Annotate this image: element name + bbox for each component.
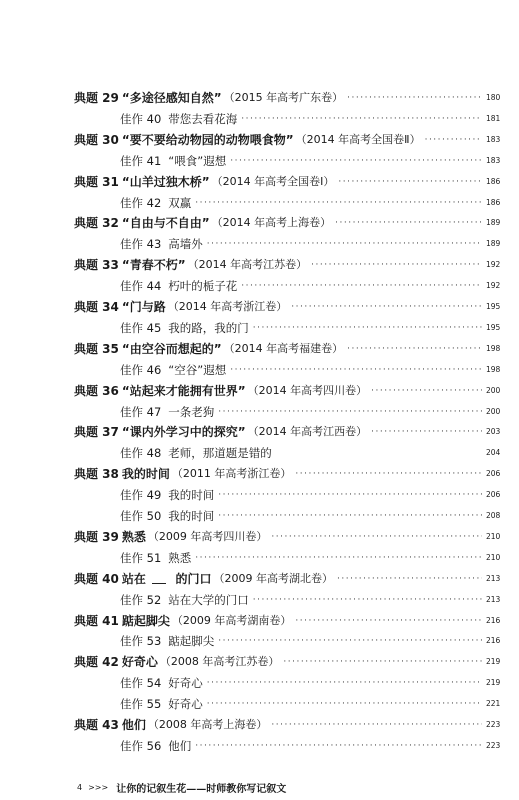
toc-entry-page: 198	[486, 364, 501, 374]
toc-essay-row[interactable]	[0, 153, 519, 169]
toc-leader-dots	[335, 215, 482, 231]
toc-leader-dots	[291, 299, 482, 315]
toc-entry-label: 佳作 56	[120, 738, 162, 753]
toc-essay-row[interactable]	[0, 278, 519, 294]
toc-entry-page: 198	[486, 343, 501, 353]
toc-topic-row[interactable]	[0, 90, 519, 106]
toc-leader-dots	[425, 132, 482, 148]
toc-entry-title: 熟悉	[168, 550, 192, 565]
toc-entry-title: 带您去看花海	[168, 111, 238, 126]
toc-entry-label: 典题 31	[74, 174, 119, 189]
toc-entry-title-suffix: 的门口	[175, 571, 212, 586]
toc-leader-dots	[195, 550, 482, 566]
toc-entry-label: 典题 43	[74, 718, 119, 732]
toc-entry-title: 朽叶的栀子花	[168, 279, 238, 294]
toc-leader-dots	[218, 633, 482, 649]
toc-essay-row[interactable]	[0, 404, 519, 420]
toc-leader-dots	[241, 111, 482, 127]
toc-topic-row[interactable]	[0, 529, 519, 545]
toc-entry-title: 老师，那道题是错的	[168, 446, 272, 461]
toc-entry-source: （2014 年高考江苏卷）	[187, 258, 308, 272]
toc-leader-dots	[253, 320, 482, 336]
toc-entry-label: 典题 37	[74, 425, 119, 440]
toc-entry-label: 佳作 42	[120, 195, 162, 210]
toc-leader-dots	[311, 257, 482, 273]
toc-entry-label: 典题 42	[74, 655, 119, 670]
toc-entry-label: 佳作 54	[120, 676, 162, 691]
toc-entry-page: 213	[486, 573, 501, 583]
toc-entry-page: 186	[486, 197, 501, 207]
toc-entry-page: 195	[486, 302, 501, 311]
toc-entry-page: 204	[486, 448, 501, 458]
toc-entry-title: 高墙外	[168, 237, 203, 252]
toc-entry-source: （2014 年高考全国卷Ⅱ）	[295, 132, 421, 146]
toc-leader-dots	[207, 236, 482, 252]
toc-entry-label: 典题 34	[74, 300, 119, 314]
toc-entry-title: 一条老狗	[168, 404, 215, 419]
toc-entry-label: 佳作 47	[120, 404, 162, 419]
toc-entry-label: 典题 30	[74, 132, 119, 147]
toc-topic-row[interactable]	[0, 571, 519, 587]
toc-entry-source: （2011 年高考浙江卷）	[171, 467, 292, 481]
toc-entry-source: （2014 年高考全国卷Ⅰ）	[211, 174, 335, 188]
toc-entry-page: 203	[486, 427, 501, 437]
toc-entry-source: （2014 年高考福建卷）	[223, 341, 344, 355]
toc-essay-row[interactable]	[0, 550, 519, 566]
toc-entry-label: 佳作 53	[120, 634, 162, 649]
toc-entry-page: 208	[486, 511, 501, 520]
toc-leader-dots	[338, 174, 482, 190]
toc-entry-label: 典题 41	[74, 613, 119, 628]
toc-entry-label: 典题 39	[74, 529, 119, 544]
toc-entry-label: 典题 35	[74, 341, 119, 356]
toc-leader-dots	[207, 696, 482, 712]
toc-entry-label: 佳作 52	[120, 592, 162, 607]
toc-topic-row[interactable]	[0, 215, 519, 231]
toc-entry-source: （2014 年高考四川卷）	[247, 383, 368, 397]
toc-entry-source: （2014 年高考浙江卷）	[167, 300, 288, 313]
toc-entry-label: 佳作 48	[120, 446, 162, 461]
toc-essay-row[interactable]	[0, 675, 519, 691]
toc-entry-label: 佳作 40	[120, 111, 162, 126]
toc-leader-dots	[295, 613, 482, 629]
toc-entry-page: 183	[486, 134, 501, 144]
toc-essay-row[interactable]	[0, 633, 519, 649]
toc-entry-title: “要不要给动物园的动物喂食物”	[121, 132, 294, 147]
toc-essay-row[interactable]	[0, 111, 519, 127]
toc-essay-row[interactable]	[0, 738, 519, 754]
toc-entry-title: 他们	[121, 718, 146, 732]
toc-essay-row[interactable]	[0, 508, 519, 524]
toc-essay-row[interactable]	[0, 236, 519, 252]
toc-entry-page: 181	[486, 113, 501, 123]
toc-entry-title: 我的时间	[168, 509, 215, 523]
toc-leader-dots	[230, 362, 482, 378]
toc-entry-title: 他们	[168, 738, 192, 753]
toc-entry-page: 206	[486, 469, 501, 479]
toc-leader-dots	[371, 383, 482, 399]
toc-entry-title: “青春不朽”	[121, 258, 186, 273]
toc-entry-page: 189	[486, 239, 501, 249]
toc-essay-row[interactable]	[0, 592, 519, 608]
toc-entry-label: 佳作 50	[120, 509, 162, 523]
toc-entry-title: 踮起脚尖	[168, 634, 215, 649]
toc-entry-title: “山羊过独木桥”	[121, 174, 210, 189]
toc-entry-source: （2008 年高考江苏卷）	[159, 655, 280, 669]
toc-leader-dots	[195, 195, 482, 211]
toc-leader-dots	[271, 717, 482, 733]
toc-entry-title: 熟悉	[121, 529, 146, 544]
toc-entry-page: 189	[486, 218, 501, 228]
toc-leader-dots	[347, 341, 482, 357]
toc-entry-page: 195	[486, 322, 501, 332]
toc-entry-page: 200	[486, 406, 501, 416]
toc-leader-dots	[337, 571, 482, 587]
toc-entry-title: “门与路	[121, 300, 166, 314]
footer-book-title: 让你的记叙生花——时师教你写记叙文	[116, 783, 287, 795]
toc-topic-row[interactable]	[0, 132, 519, 148]
toc-topic-row[interactable]	[0, 299, 519, 315]
toc-entry-page: 210	[486, 552, 501, 562]
toc-topic-row[interactable]	[0, 466, 519, 482]
toc-topic-row[interactable]	[0, 383, 519, 399]
toc-topic-row[interactable]	[0, 654, 519, 670]
toc-entry-label: 典题 32	[74, 216, 119, 231]
toc-entry-title: “喂食”遐想	[168, 153, 227, 168]
toc-leader-dots	[371, 424, 482, 440]
toc-entry-page: 219	[486, 657, 501, 667]
toc-entry-title: “空谷”遐想	[168, 362, 227, 377]
toc-leader-dots	[283, 654, 482, 670]
toc-entry-source: （2015 年高考广东卷）	[223, 91, 344, 104]
toc-entry-label: 佳作 43	[120, 237, 162, 252]
toc-leader-dots	[218, 508, 482, 524]
toc-entry-page: 216	[486, 636, 501, 646]
toc-entry-title: “站起来才能拥有世界”	[121, 383, 246, 398]
toc-entry-label: 佳作 41	[120, 153, 162, 168]
toc-entry-source: （2014 年高考江西卷）	[247, 425, 368, 439]
toc-essay-row[interactable]	[0, 445, 519, 461]
toc-entry-page: 216	[486, 615, 501, 625]
toc-entry-title: 站在	[121, 571, 146, 586]
toc-entry-label: 佳作 45	[120, 320, 162, 335]
toc-entry-title: 好奇心	[168, 676, 203, 691]
toc-entry-label: 佳作 55	[120, 697, 162, 712]
toc-entry-title: 好奇心	[121, 655, 158, 670]
toc-entry-page: 221	[486, 699, 501, 709]
toc-entry-title: 踮起脚尖	[121, 613, 170, 628]
toc-leader-dots	[253, 592, 482, 608]
toc-leader-dots	[241, 278, 482, 294]
toc-entry-page: 200	[486, 385, 501, 395]
toc-entry-source: （2009 年高考湖北卷）	[213, 571, 333, 585]
toc-essay-row[interactable]	[0, 195, 519, 211]
toc-entry-label: 佳作 46	[120, 362, 162, 377]
toc-entry-page: 183	[486, 155, 501, 165]
toc-entry-page: 192	[486, 260, 501, 270]
toc-entry-page: 186	[486, 176, 501, 186]
toc-entry-title: 我的时间	[121, 467, 170, 482]
toc-entry-source: （2008 年高考上海卷）	[147, 718, 268, 731]
toc-entry-title: 我的时间	[168, 488, 215, 503]
toc-topic-row[interactable]	[0, 424, 519, 440]
toc-entry-label: 佳作 51	[120, 550, 162, 565]
toc-entry-label: 典题 33	[74, 258, 119, 273]
toc-entry-title: 好奇心	[168, 697, 203, 712]
toc-entry-page: 219	[486, 678, 501, 688]
toc-leader-dots	[207, 675, 482, 691]
toc-entry-label: 佳作 44	[120, 279, 162, 294]
toc-leader-dots	[271, 529, 482, 545]
toc-leader-dots	[230, 153, 482, 169]
toc-entry-title: 我的路，我的门	[168, 320, 249, 335]
footer-page-number: 4	[77, 782, 83, 792]
toc-entry-label: 典题 40	[74, 571, 119, 586]
toc-topic-row[interactable]	[0, 341, 519, 357]
toc-entry-title: “多途径感知自然”	[121, 91, 222, 105]
toc-entry-label: 典题 29	[74, 91, 119, 105]
toc-entry-label: 典题 38	[74, 467, 119, 482]
toc-topic-row[interactable]	[0, 174, 519, 190]
fill-in-blank-line	[152, 574, 167, 584]
toc-topic-row[interactable]	[0, 257, 519, 273]
toc-entry-page: 210	[486, 531, 501, 541]
toc-entry-title: 站在大学的门口	[168, 592, 249, 607]
footer-arrows: >>>	[88, 782, 109, 792]
toc-essay-row[interactable]	[0, 696, 519, 712]
toc-leader-dots	[218, 404, 482, 420]
toc-entry-label: 佳作 49	[120, 488, 162, 503]
toc-entry-source: （2014 年高考上海卷）	[211, 216, 332, 230]
toc-essay-row[interactable]	[0, 362, 519, 378]
toc-entry-page: 223	[486, 720, 501, 729]
toc-entry-page: 192	[486, 281, 501, 291]
toc-entry-title: “由空谷而想起的”	[121, 341, 222, 356]
toc-topic-row[interactable]	[0, 717, 519, 733]
toc-entry-page: 223	[486, 740, 501, 750]
toc-entry-page: 180	[486, 93, 501, 102]
toc-entry-source: （2009 年高考湖南卷）	[171, 613, 292, 627]
toc-topic-row[interactable]	[0, 613, 519, 629]
page-footer	[77, 780, 286, 794]
toc-leader-dots	[295, 466, 482, 482]
toc-essay-row[interactable]	[0, 320, 519, 336]
toc-entry-title: “课内外学习中的探究”	[121, 425, 246, 440]
toc-entry-label: 典题 36	[74, 383, 119, 398]
toc-essay-row[interactable]	[0, 487, 519, 503]
toc-entry-title: “自由与不自由”	[121, 216, 210, 231]
toc-leader-dots	[195, 738, 482, 754]
toc-entry-title: 双赢	[168, 195, 192, 210]
toc-entry-page: 206	[486, 490, 501, 500]
toc-leader-dots	[218, 487, 482, 503]
toc-entry-page: 213	[486, 594, 501, 604]
toc-leader-dots	[347, 90, 482, 106]
toc-entry-source: （2009 年高考四川卷）	[147, 529, 268, 543]
